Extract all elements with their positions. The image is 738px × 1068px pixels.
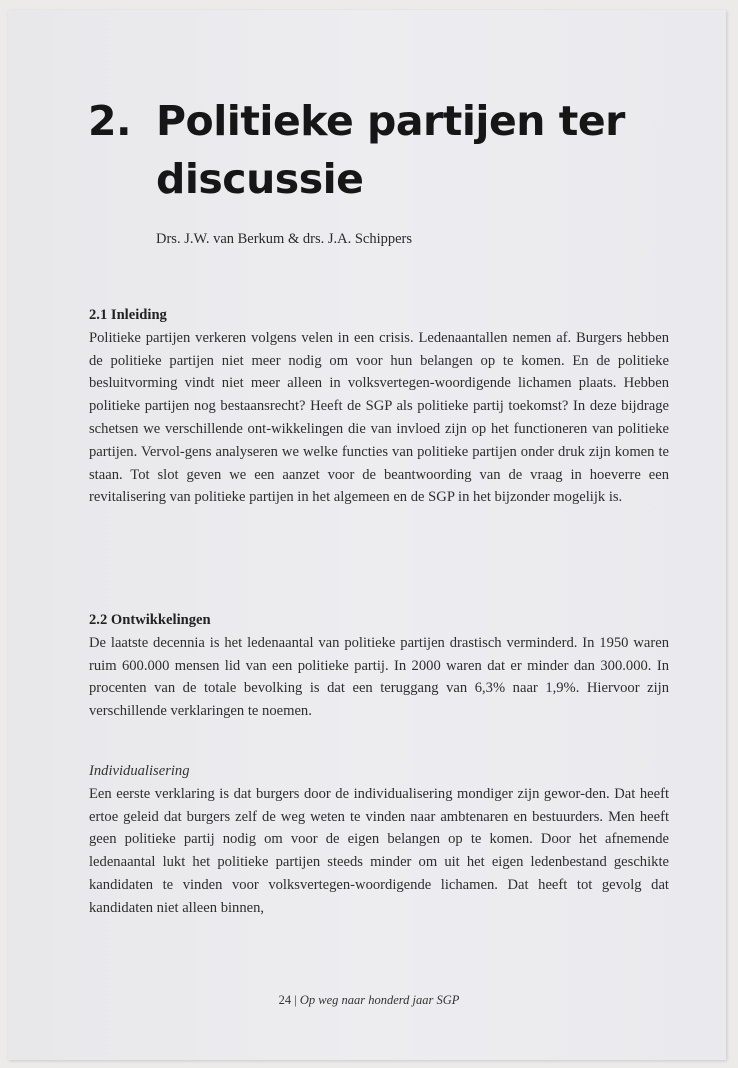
chapter-title-line-1: Politieke partijen ter [156, 97, 625, 145]
page-number: 24 [278, 993, 292, 1007]
chapter-number: 2. [88, 97, 132, 145]
section-inleiding [89, 304, 669, 509]
chapter-title-line-2: discussie [156, 155, 364, 203]
page-footer [0, 993, 738, 1008]
chapter-title [88, 92, 625, 208]
section-paragraph: Een eerste verklaring is dat burgers door de individualisering mondiger zijn gewor-den. Dat heeft ertoe geleid dat burgers zelf de weg weten te vinden naar ambtenaren en bestuurders. Men heeft geen politieke partij nodig om voor de eigen belangen op te komen. Door het afnemende ledenaantal lukt het politieke partijen steeds minder om uit het eigen ledenbestand geschikte kandidaten te vinden voor volksvertegen-woordigende lichamen. Dat heeft tot gevolg dat kandidaten niet alleen binnen, [89, 785, 669, 916]
authors: Drs. J.W. van Berkum & drs. J.A. Schippers [156, 231, 413, 247]
subsection-individualisering [89, 760, 669, 920]
section-heading: 2.1 Inleiding [89, 307, 167, 323]
section-heading: 2.2 Ontwikkelingen [89, 612, 211, 628]
section-paragraph: De laatste decennia is het ledenaantal van politieke partijen drastisch verminderd. In 1950 waren ruim 600.000 mensen lid van een politieke partij. In 2000 waren dat er minder dan 300.000. In procenten van de totale bevolking is dat een teruggang van 6,3% naar 1,9%. Hiervoor zijn verschillende verklaringen te noemen. [89, 634, 669, 720]
section-paragraph: Politieke partijen verkeren volgens velen in een crisis. Ledenaantallen nemen af. Burgers hebben de politieke partijen niet meer nodig om voor hun belangen op te komen. En de politieke besluitvorming vindt niet meer alleen in volksvertegen-woordigende lichamen plaats. Hebben politieke partijen nog bestaansrecht? Heeft de SGP als politieke partij toekomst? In deze bijdrage schetsen we verschillende ont-wikkelingen die van invloed zijn op het functioneren van politieke partijen. Vervol-gens analyseren we welke functies van politieke partijen onder druk zijn komen te staan. Tot slot geven we een aanzet voor de beantwoording van de vraag in hoeverre een revitalisering van politieke partijen in het algemeen en de SGP in het bijzonder mogelijk is. [89, 329, 669, 506]
subsection-heading: Individualisering [89, 763, 190, 779]
section-ontwikkelingen [89, 609, 669, 723]
publication-title: Op weg naar honderd jaar SGP [299, 993, 460, 1007]
footer-separator: | [291, 993, 300, 1007]
